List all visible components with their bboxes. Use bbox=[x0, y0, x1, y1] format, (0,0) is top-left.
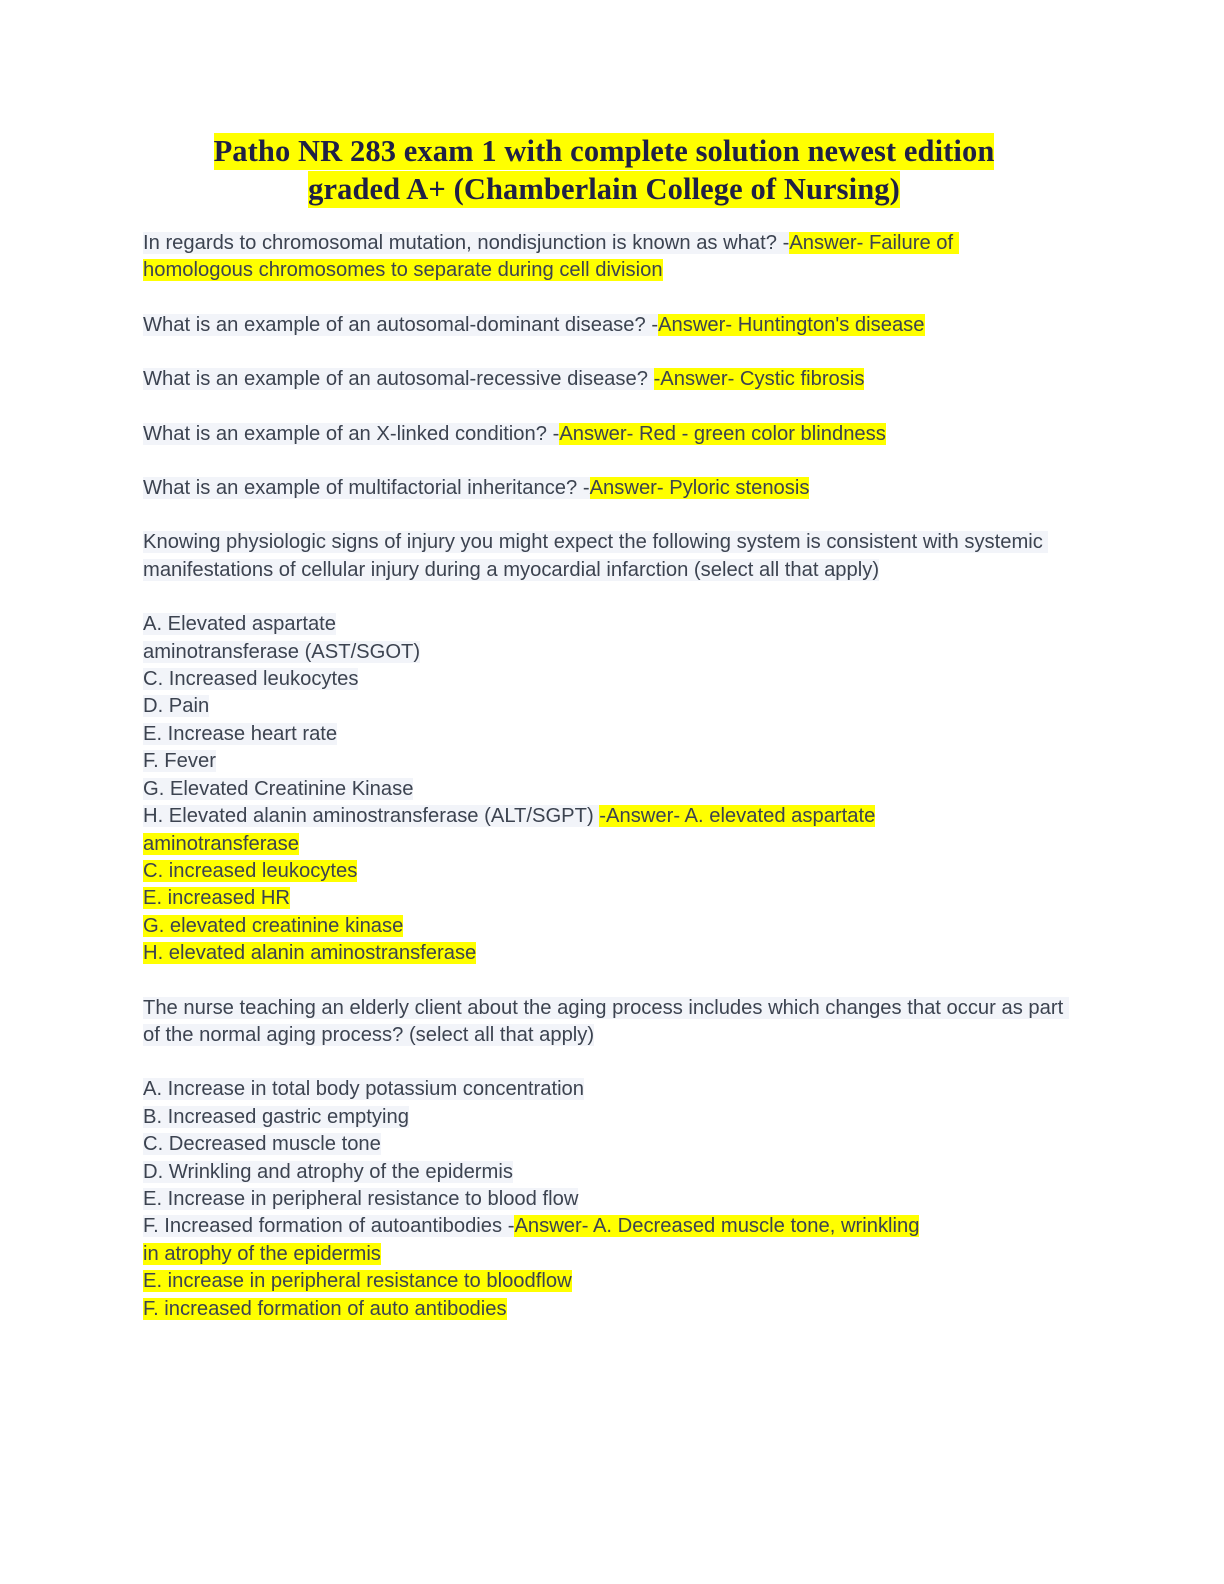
option-line: D. Pain bbox=[143, 695, 210, 718]
question-6-answer-line: C. increased leukocytes bbox=[143, 859, 358, 882]
question-text-2: What is an example of an autosomal-dominant disease? - bbox=[143, 313, 659, 336]
option-line: C. Decreased muscle tone bbox=[143, 1133, 381, 1156]
answer-text-2: Answer- Huntington's disease bbox=[658, 313, 925, 336]
block-spacer bbox=[143, 968, 1065, 995]
question-text-1: In regards to chromosomal mutation, nondisjunction is known as what? - bbox=[143, 232, 790, 254]
question-7-answer-line: E. increase in peripheral resistance to bloodflow bbox=[143, 1270, 572, 1293]
title-line-2: graded A+ (Chamberlain College of Nursing) bbox=[308, 172, 900, 206]
question-6-answer-line: aminotransferase bbox=[143, 832, 299, 855]
option-line: D. Wrinkling and atrophy of the epidermis bbox=[143, 1160, 513, 1183]
answer-text-1: Answer- Failure of homologous chromosomes to separate during cell division bbox=[143, 232, 959, 282]
option-line: aminotransferase (AST/SGOT) bbox=[143, 640, 421, 663]
page-title bbox=[143, 132, 1065, 208]
option-line: A. Increase in total body potassium concentration bbox=[143, 1078, 585, 1101]
question-7-answer-line: F. increased formation of auto antibodies bbox=[143, 1297, 507, 1320]
document-content bbox=[143, 132, 1069, 1323]
option-line-last: H. Elevated alanin aminostransferase (ALT/SGPT) bbox=[143, 805, 600, 828]
answer-text-5: Answer- Pyloric stenosis bbox=[589, 477, 810, 500]
title-line-1: Patho NR 283 exam 1 with complete solution newest edition bbox=[213, 134, 995, 168]
option-line: A. Elevated aspartate bbox=[143, 613, 337, 636]
question-6-options bbox=[143, 611, 1065, 967]
question-7-stem: The nurse teaching an elderly client about the aging process includes which changes that occur as part of the normal aging process? (select all that apply) bbox=[143, 996, 1069, 1046]
answer-text-3: -Answer- Cystic fibrosis bbox=[653, 368, 865, 391]
question-6-answer-inline: -Answer- A. elevated aspartate bbox=[599, 805, 876, 828]
qa-block-2 bbox=[143, 312, 1065, 339]
question-7-answer-inline: Answer- A. Decreased muscle tone, wrinkling bbox=[514, 1215, 920, 1238]
question-text-3: What is an example of an autosomal-recessive disease? bbox=[143, 368, 654, 391]
question-text-5: What is an example of multifactorial inheritance? - bbox=[143, 477, 590, 500]
qa-block-3 bbox=[143, 366, 1065, 393]
qa-block-4 bbox=[143, 421, 1065, 448]
option-line: F. Fever bbox=[143, 750, 216, 773]
answer-text-4: Answer- Red - green color blindness bbox=[559, 422, 886, 445]
question-6-stem: Knowing physiologic signs of injury you might expect the following system is consistent with systemic manifestations of cellular injury during a myocardial infarction (select all that apply) bbox=[143, 531, 1049, 581]
question-6-answer-line: E. increased HR bbox=[143, 887, 290, 910]
question-7-stem-block bbox=[143, 995, 1069, 1050]
option-line: E. Increase in peripheral resistance to blood flow bbox=[143, 1187, 579, 1210]
question-6-stem-block bbox=[143, 529, 1065, 584]
question-6-answer-line: G. elevated creatinine kinase bbox=[143, 914, 404, 937]
question-7-options bbox=[143, 1076, 1065, 1323]
option-line: B. Increased gastric emptying bbox=[143, 1105, 409, 1128]
option-line: E. Increase heart rate bbox=[143, 722, 338, 745]
question-text-4: What is an example of an X-linked condition? - bbox=[143, 422, 560, 445]
option-line: G. Elevated Creatinine Kinase bbox=[143, 777, 414, 800]
question-7-answer-line: in atrophy of the epidermis bbox=[143, 1242, 381, 1265]
qa-block-1 bbox=[143, 230, 1065, 285]
qa-block-5 bbox=[143, 475, 1065, 502]
option-line-last: F. Increased formation of autoantibodies - bbox=[143, 1215, 515, 1238]
option-line: C. Increased leukocytes bbox=[143, 668, 359, 691]
question-6-answer-line: H. elevated alanin aminostransferase bbox=[143, 942, 477, 965]
